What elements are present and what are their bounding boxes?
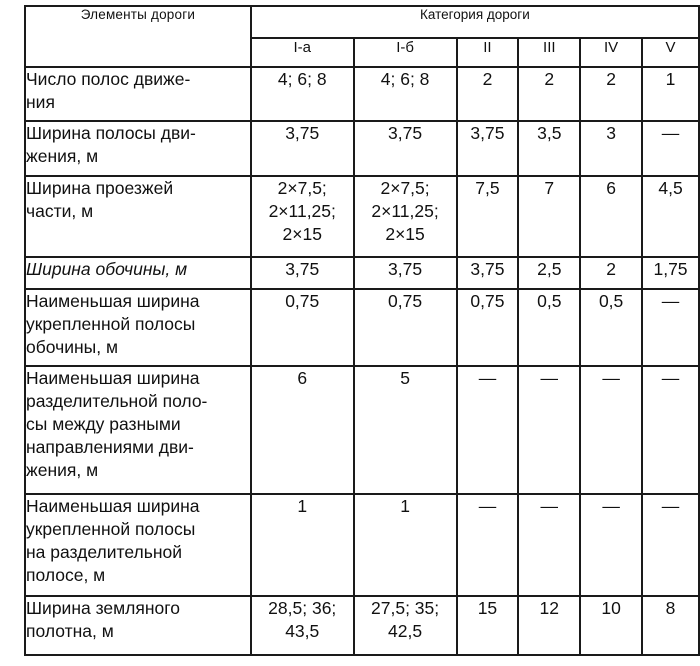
cell-value-line: — <box>602 368 620 388</box>
row-label-line: Число полос движе- <box>26 69 191 89</box>
table-cell <box>642 67 699 121</box>
table-cell <box>457 289 519 366</box>
cell-value-line: 1,75 <box>653 259 688 279</box>
row-label <box>25 176 251 257</box>
cell-value-line: — <box>478 496 497 516</box>
cell-value-line: 2 <box>544 69 555 89</box>
table-cell <box>457 176 519 257</box>
table-cell <box>457 121 519 176</box>
cell-value-line: 2×7,5; <box>277 178 327 198</box>
table-row <box>25 289 699 366</box>
table-cell <box>580 494 642 596</box>
row-label-line: жения, м <box>26 146 99 166</box>
cell-value-line: 1 <box>297 496 308 516</box>
cell-value-line: 0,75 <box>470 291 505 311</box>
table-cell <box>354 176 457 257</box>
table-row <box>25 121 699 176</box>
table-cell <box>642 366 699 494</box>
cell-value-line: 3,75 <box>470 259 505 279</box>
table-cell <box>251 121 354 176</box>
header-road-elements: Элементы дороги <box>25 6 251 67</box>
table-header-row-top <box>25 6 699 38</box>
cell-value-line: 42,5 <box>388 621 423 641</box>
table-cell <box>354 596 457 655</box>
row-label-line: Ширина проезжей <box>26 178 174 198</box>
cell-value-line: 2×11,25; <box>371 201 439 221</box>
table-row <box>25 67 699 121</box>
table-cell <box>354 494 457 596</box>
table-cell <box>518 494 580 596</box>
row-label-line: на разделительной <box>26 542 182 562</box>
cell-value-line: 0,5 <box>537 291 562 311</box>
column-header-iii: III <box>518 38 580 67</box>
table-cell <box>457 366 519 494</box>
cell-value-line: 2,5 <box>537 259 562 279</box>
row-label-line: Наименьшая ширина <box>26 368 200 388</box>
cell-value-line: 2×15 <box>282 224 322 244</box>
table-cell <box>518 121 580 176</box>
column-header-i-b: I-б <box>354 38 457 67</box>
row-label <box>25 121 251 176</box>
table-cell <box>642 596 699 655</box>
column-header-i-a: I-a <box>251 38 354 67</box>
cell-value-line: 0,5 <box>598 291 624 311</box>
column-header-iv: IV <box>580 38 642 67</box>
table-body <box>25 67 699 655</box>
row-label <box>25 494 251 596</box>
table-cell <box>642 121 699 176</box>
row-label-line: разделительной поло- <box>26 391 208 411</box>
cell-value-line: 2 <box>482 69 493 89</box>
table-row <box>25 257 699 289</box>
table-cell <box>251 257 354 289</box>
table-row <box>25 176 699 257</box>
row-label <box>25 289 251 366</box>
table-cell <box>518 257 580 289</box>
cell-value-line: — <box>478 368 497 388</box>
table-cell <box>354 67 457 121</box>
table-cell <box>580 121 642 176</box>
cell-value-line: 4,5 <box>658 178 683 198</box>
cell-value-line: — <box>602 496 620 516</box>
cell-value-line: 7,5 <box>475 178 500 198</box>
table-cell <box>580 176 642 257</box>
cell-value-line: — <box>540 496 559 516</box>
road-parameters-table <box>24 5 700 656</box>
row-label-line: Ширина обочины, м <box>26 259 188 279</box>
cell-value-line: 0,75 <box>285 291 320 311</box>
row-label-line: ния <box>26 92 55 112</box>
row-label <box>25 257 251 289</box>
table-cell <box>251 366 354 494</box>
table-row <box>25 366 699 494</box>
row-label <box>25 67 251 121</box>
table-cell <box>251 596 354 655</box>
row-label-line: жения, м <box>26 460 99 480</box>
cell-value-line: 1 <box>400 496 410 516</box>
table-cell <box>580 289 642 366</box>
table-cell <box>251 494 354 596</box>
row-label-line: направлениями дви- <box>26 437 194 457</box>
table-cell <box>642 494 699 596</box>
table-row <box>25 596 699 655</box>
cell-value-line: 2×11,25; <box>268 201 336 221</box>
row-label <box>25 596 251 655</box>
header-road-category: Категория дороги <box>251 6 699 38</box>
cell-value-line: 3,75 <box>470 123 505 143</box>
row-label-line: укрепленной полосы <box>26 314 196 334</box>
cell-value-line: 3,75 <box>388 259 423 279</box>
table-cell <box>251 289 354 366</box>
column-header-v: V <box>642 38 699 67</box>
cell-value-line: 7 <box>544 178 555 198</box>
cell-value-line: 5 <box>400 368 410 388</box>
cell-value-line: 10 <box>601 598 621 618</box>
row-label-line: полотна, м <box>26 621 114 641</box>
table-cell <box>457 494 519 596</box>
table-cell <box>518 67 580 121</box>
cell-value-line: 4; 6; 8 <box>277 69 327 89</box>
table-cell <box>580 257 642 289</box>
cell-value-line: — <box>661 368 680 388</box>
cell-value-line: 3,75 <box>285 123 320 143</box>
cell-value-line: 3,75 <box>388 123 423 143</box>
table-cell <box>518 366 580 494</box>
cell-value-line: — <box>661 291 680 311</box>
cell-value-line: 3,5 <box>537 123 562 143</box>
cell-value-line: 3,75 <box>285 259 320 279</box>
cell-value-line: 0,75 <box>388 291 423 311</box>
row-label-line: Наименьшая ширина <box>26 291 200 311</box>
cell-value-line: — <box>540 368 559 388</box>
cell-value-line: 1 <box>665 69 676 89</box>
cell-value-line: 2 <box>606 69 616 89</box>
row-label-line: полосе, м <box>26 565 106 585</box>
table-cell <box>251 176 354 257</box>
row-label-line: укрепленной полосы <box>26 519 196 539</box>
row-label-line: Наименьшая ширина <box>26 496 200 516</box>
cell-value-line: 2 <box>606 259 616 279</box>
table-cell <box>580 67 642 121</box>
cell-value-line: — <box>661 496 680 516</box>
table-cell <box>642 289 699 366</box>
table-cell <box>642 176 699 257</box>
row-label-line: обочины, м <box>26 337 118 357</box>
cell-value-line: 2×15 <box>385 224 425 244</box>
table-cell <box>580 366 642 494</box>
cell-value-line: — <box>661 123 680 143</box>
cell-value-line: 2×7,5; <box>380 178 430 198</box>
cell-value-line: 3 <box>606 123 616 143</box>
table-cell <box>518 176 580 257</box>
column-header-ii: II <box>457 38 519 67</box>
table-cell <box>457 67 519 121</box>
row-label-line: Ширина полосы дви- <box>26 123 196 143</box>
row-label-line: части, м <box>26 201 94 221</box>
cell-value-line: 15 <box>477 598 498 618</box>
table-cell <box>580 596 642 655</box>
row-label-line: сы между разными <box>26 414 181 434</box>
cell-value-line: 4; 6; 8 <box>380 69 430 89</box>
cell-value-line: 8 <box>665 598 676 618</box>
row-label <box>25 366 251 494</box>
table-cell <box>518 596 580 655</box>
cell-value-line: 12 <box>539 598 560 618</box>
table-row <box>25 494 699 596</box>
table-cell <box>251 67 354 121</box>
table-cell <box>518 289 580 366</box>
cell-value-line: 43,5 <box>285 621 320 641</box>
table-cell <box>354 366 457 494</box>
cell-value-line: 6 <box>297 368 308 388</box>
table-cell <box>457 257 519 289</box>
table-cell <box>354 121 457 176</box>
table-cell <box>457 596 519 655</box>
cell-value-line: 27,5; 35; <box>371 598 440 618</box>
table-cell <box>354 257 457 289</box>
cell-value-line: 6 <box>606 178 616 198</box>
table-cell <box>642 257 699 289</box>
cell-value-line: 28,5; 36; <box>268 598 337 618</box>
row-label-line: Ширина земляного <box>26 598 180 618</box>
table-cell <box>354 289 457 366</box>
